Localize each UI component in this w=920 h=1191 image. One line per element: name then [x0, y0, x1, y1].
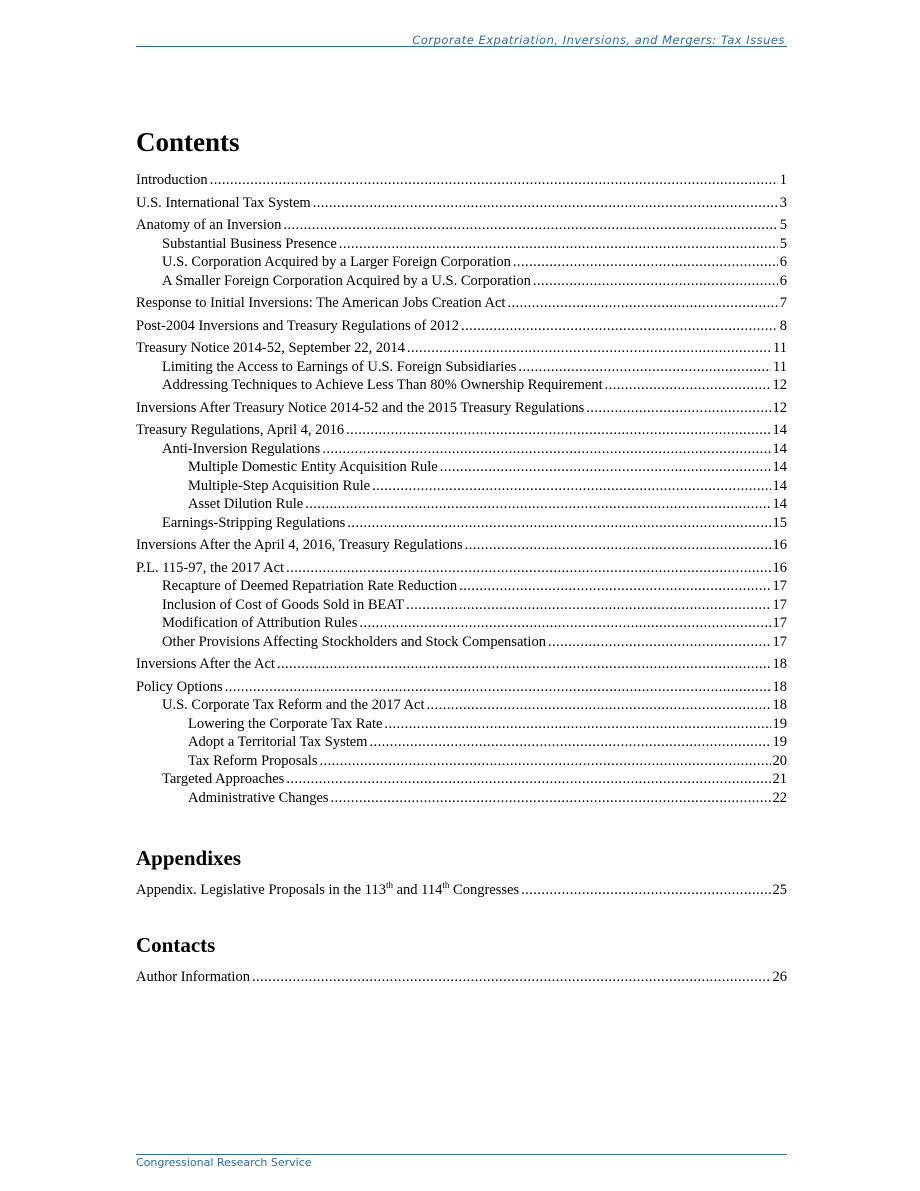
- toc-entry-us-corporate-tax-reform[interactable]: U.S. Corporate Tax Reform and the 2017 Act . . . 18: [136, 696, 787, 715]
- contacts-heading: Contacts: [136, 932, 216, 957]
- toc-entry-appendix-legislative-proposals[interactable]: Appendix. Legislative Proposals in the 113th and 114th Congresses . . . 25: [136, 881, 787, 900]
- toc-entry-american-jobs-creation-act[interactable]: Response to Initial Inversions: The American Jobs Creation Act . . . 7: [136, 294, 787, 313]
- toc-entry-multiple-step-acquisition-rule[interactable]: Multiple-Step Acquisition Rule . . . 14: [136, 477, 787, 496]
- toc-entry-inversions-after-the-act[interactable]: Inversions After the Act . . . 18: [136, 655, 787, 674]
- toc-entry-modification-attribution-rules[interactable]: Modification of Attribution Rules . . . 17: [136, 614, 787, 633]
- toc-entry-us-corp-acquired-by-larger-foreign[interactable]: U.S. Corporation Acquired by a Larger Foreign Corporation . . . 6: [136, 253, 787, 272]
- toc-entry-substantial-business-presence[interactable]: Substantial Business Presence . . . 5: [136, 235, 787, 254]
- toc-entry-other-provisions-stockholders[interactable]: Other Provisions Affecting Stockholders and Stock Compensation . . . 17: [136, 633, 787, 652]
- footer-organization: Congressional Research Service: [136, 1156, 312, 1169]
- toc-entry-asset-dilution-rule[interactable]: Asset Dilution Rule . . . 14: [136, 495, 787, 514]
- toc-entry-inversions-after-notice-2014-52[interactable]: Inversions After Treasury Notice 2014-52 and the 2015 Treasury Regulations . . . 12: [136, 399, 787, 418]
- toc-entry-recapture-deemed-repatriation[interactable]: Recapture of Deemed Repatriation Rate Reduction . . . 17: [136, 577, 787, 596]
- appendixes-heading: Appendixes: [136, 846, 242, 870]
- toc-entry-tax-reform-proposals[interactable]: Tax Reform Proposals . . . 20: [136, 752, 787, 771]
- header-rule: [136, 46, 787, 47]
- toc-entry-pl-115-97[interactable]: P.L. 115-97, the 2017 Act . . . 16: [136, 559, 787, 578]
- toc-entry-us-international-tax-system[interactable]: U.S. International Tax System . . . 3: [136, 194, 787, 213]
- toc-entry-introduction[interactable]: Introduction . . . 1: [136, 171, 787, 190]
- toc-entry-lowering-corporate-tax-rate[interactable]: Lowering the Corporate Tax Rate . . . 19: [136, 715, 787, 734]
- toc-entry-administrative-changes[interactable]: Administrative Changes . . . 22: [136, 789, 787, 808]
- toc-entry-treasury-notice-2014-52[interactable]: Treasury Notice 2014-52, September 22, 2014 . . . 11: [136, 339, 787, 358]
- toc-entry-inversions-after-april-2016[interactable]: Inversions After the April 4, 2016, Treasury Regulations . . . 16: [136, 536, 787, 555]
- toc-content: [136, 124, 787, 986]
- toc-entry-earnings-stripping-regulations[interactable]: Earnings-Stripping Regulations . . . 15: [136, 514, 787, 533]
- footer-rule: [136, 1154, 787, 1155]
- toc-entry-territorial-tax-system[interactable]: Adopt a Territorial Tax System . . . 19: [136, 733, 787, 752]
- toc-entry-anti-inversion-regulations[interactable]: Anti-Inversion Regulations . . . 14: [136, 440, 787, 459]
- toc-entry-author-information[interactable]: Author Information . . . 26: [136, 968, 787, 987]
- contents-heading: Contents: [136, 127, 240, 157]
- toc-list: [136, 171, 787, 807]
- running-header-title: Corporate Expatriation, Inversions, and Mergers: Tax Issues: [412, 33, 785, 47]
- toc-entry-treasury-regulations-2016[interactable]: Treasury Regulations, April 4, 2016 . . . 14: [136, 421, 787, 440]
- toc-entry-addressing-techniques-80-percent[interactable]: Addressing Techniques to Achieve Less Than 80% Ownership Requirement . . . 12: [136, 376, 787, 395]
- toc-entry-limiting-access-to-earnings[interactable]: Limiting the Access to Earnings of U.S. Foreign Subsidiaries . . . 11: [136, 358, 787, 377]
- toc-entry-policy-options[interactable]: Policy Options . . . 18: [136, 678, 787, 697]
- toc-entry-cost-of-goods-sold-beat[interactable]: Inclusion of Cost of Goods Sold in BEAT . . . 17: [136, 596, 787, 615]
- toc-entry-targeted-approaches[interactable]: Targeted Approaches . . . 21: [136, 770, 787, 789]
- toc-entry-multiple-domestic-entity-rule[interactable]: Multiple Domestic Entity Acquisition Rule . . . 14: [136, 458, 787, 477]
- toc-entry-post-2004-inversions[interactable]: Post-2004 Inversions and Treasury Regulations of 2012 . . . 8: [136, 317, 787, 336]
- toc-entry-anatomy-of-an-inversion[interactable]: Anatomy of an Inversion . . . 5: [136, 216, 787, 235]
- toc-entry-smaller-foreign-corp-acquired[interactable]: A Smaller Foreign Corporation Acquired by a U.S. Corporation . . . 6: [136, 272, 787, 291]
